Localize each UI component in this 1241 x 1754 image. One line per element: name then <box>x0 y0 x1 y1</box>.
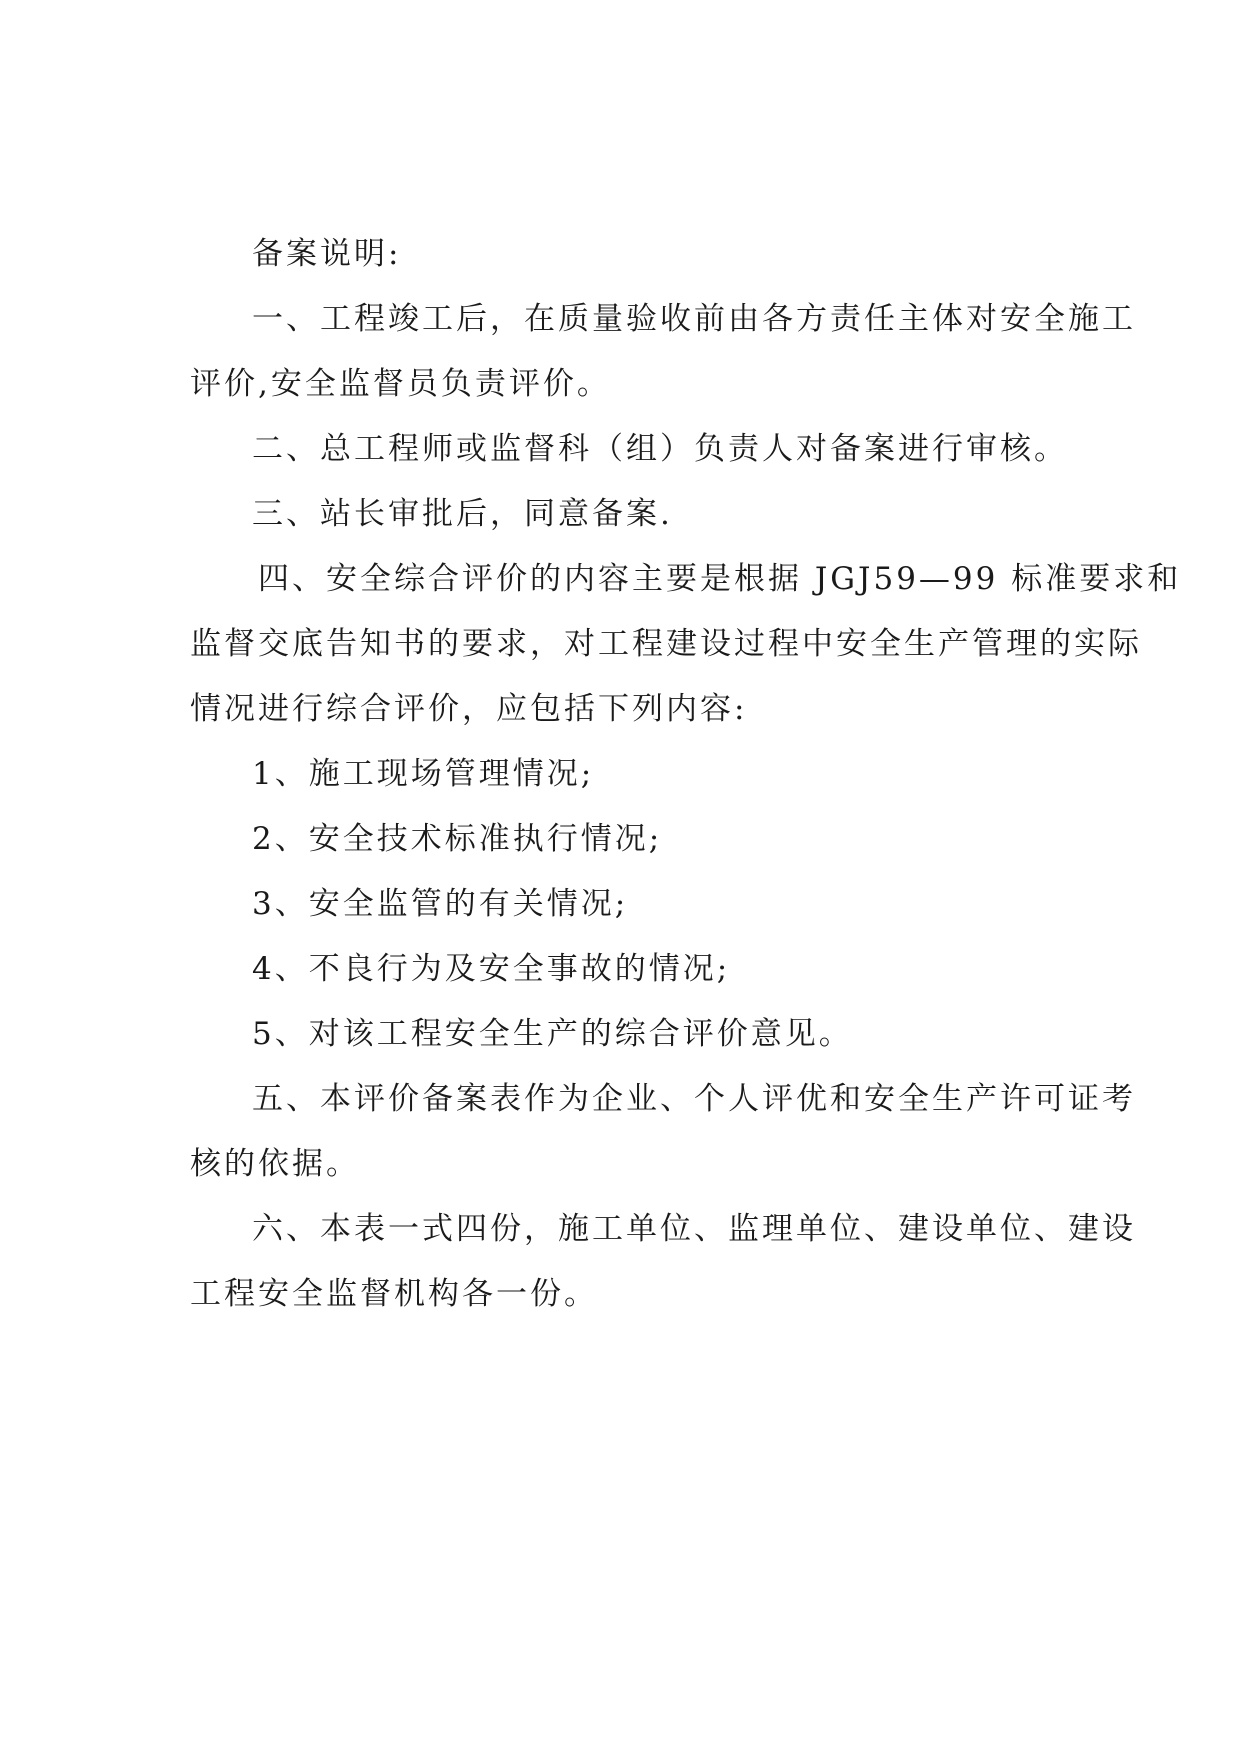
document-body <box>190 222 1182 1327</box>
list-item-3: 3、安全监管的有关情况; <box>252 886 629 922</box>
paragraph-6-line-1: 六、本表一式四份，施工单位、监理单位、建设单位、建设 <box>252 1211 1136 1247</box>
paragraph-3: 三、站长审批后，同意备案. <box>252 496 673 532</box>
list-item-4: 4、不良行为及安全事故的情况; <box>252 951 731 987</box>
paragraph-5-line-2: 核的依据。 <box>190 1146 360 1182</box>
paragraph-1-line-1: 一、工程竣工后，在质量验收前由各方责任主体对安全施工 <box>252 301 1136 337</box>
paragraph-2: 二、总工程师或监督科（组）负责人对备案进行审核。 <box>252 431 1068 467</box>
paragraph-4-line-1: 四、安全综合评价的内容主要是根据 JGJ59—99 标准要求和 <box>258 561 1182 597</box>
paragraph-1-line-2: 评价,安全监督员负责评价。 <box>190 366 611 402</box>
heading: 备案说明: <box>252 236 402 272</box>
paragraph-4-line-2: 监督交底告知书的要求，对工程建设过程中安全生产管理的实际 <box>190 626 1142 662</box>
paragraph-6-line-2: 工程安全监督机构各一份。 <box>190 1276 598 1312</box>
list-item-2: 2、安全技术标准执行情况; <box>252 821 663 857</box>
list-item-5: 5、对该工程安全生产的综合评价意见。 <box>252 1016 853 1052</box>
paragraph-4-line-3: 情况进行综合评价，应包括下列内容: <box>190 691 748 727</box>
paragraph-5-line-1: 五、本评价备案表作为企业、个人评优和安全生产许可证考 <box>252 1081 1136 1117</box>
list-item-1: 1、施工现场管理情况; <box>252 756 595 792</box>
